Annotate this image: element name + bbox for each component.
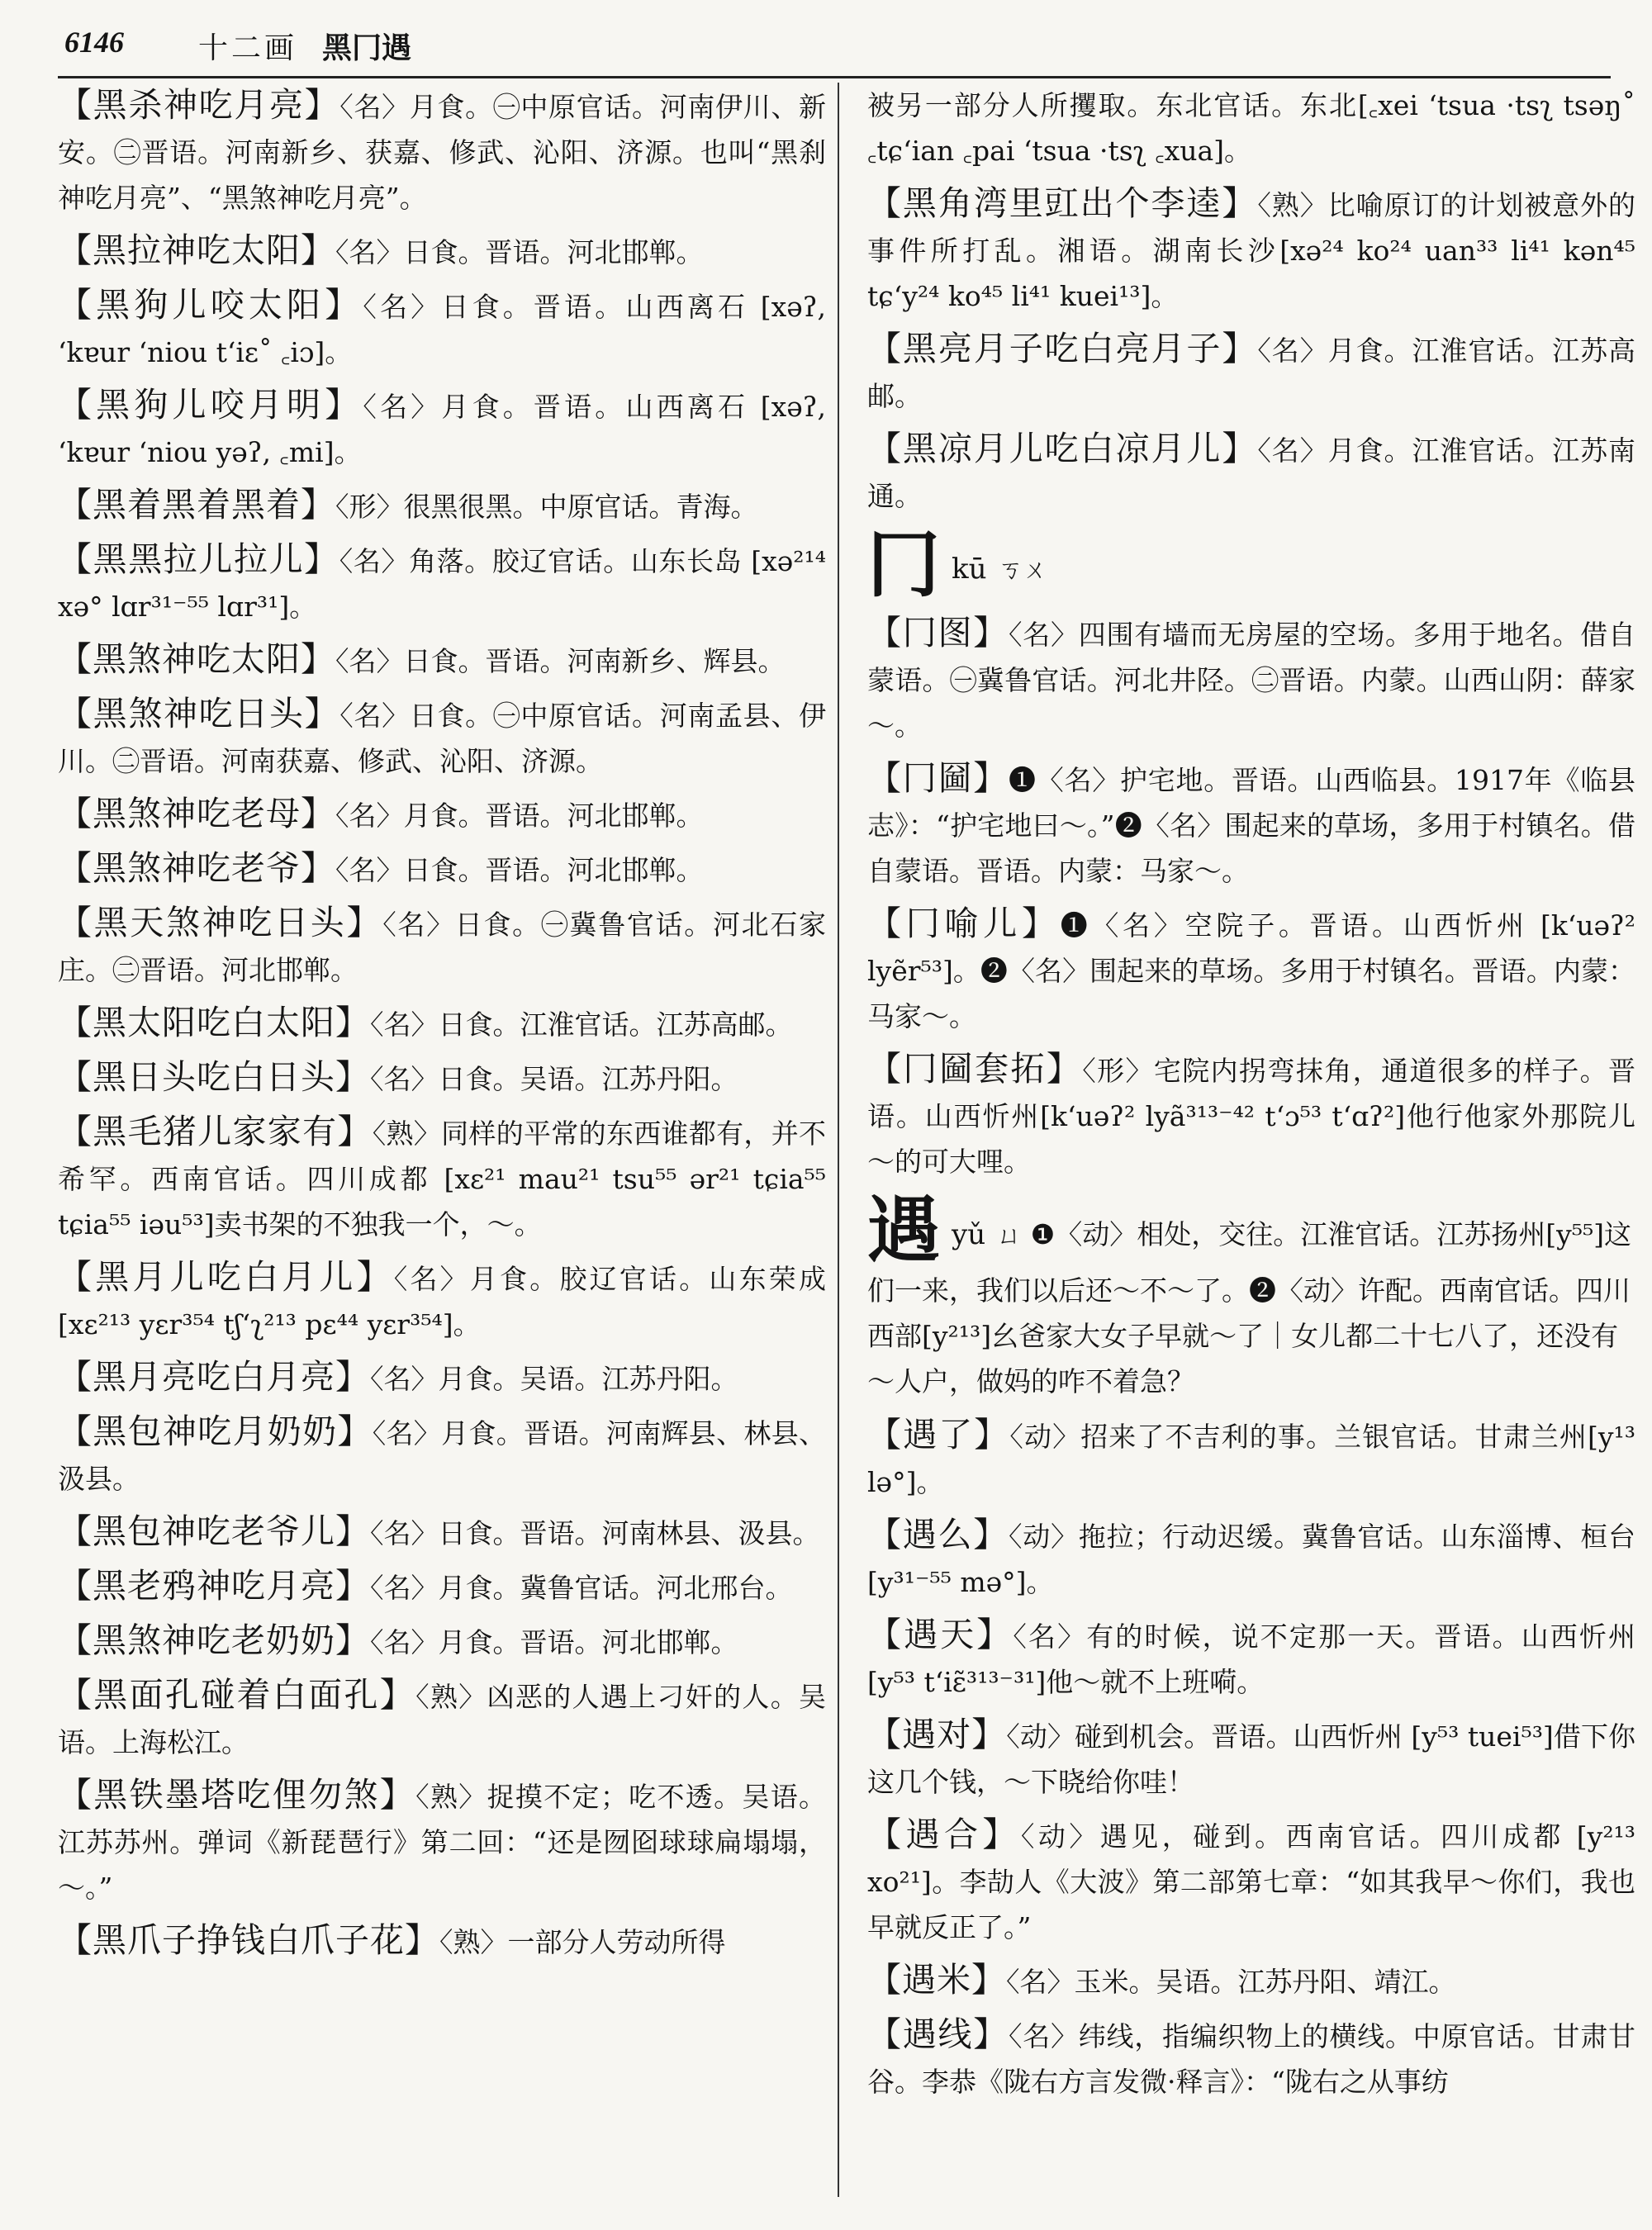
entry-headword: 【遇天】	[867, 1615, 1014, 1654]
entry-definition: 〈名〉月食。吴语。江苏丹阳。	[370, 1363, 738, 1395]
dictionary-entry	[58, 482, 826, 529]
entry-headword: 【黑铁墨塔吃俚勿煞】	[58, 1775, 416, 1815]
entry-headword: 【黑包神吃月奶奶】	[58, 1412, 373, 1451]
entry-definition: 〈形〉宅院内拐弯抹角，通道很多的样子。晋语。山西忻州[kʻuəʔ² lyã³¹³⁻⁴² tʻɔ⁵³ tʻɑʔ²]他行他家外那院儿～的可大哩。	[867, 1055, 1636, 1178]
column-divider	[838, 83, 839, 2197]
dictionary-entry	[867, 1712, 1635, 1805]
dictionary-entry	[867, 426, 1635, 519]
entry-definition: 〈名〉月食。晋语。河南辉县、林县、汲县。	[58, 1417, 827, 1495]
zhuyin: ㄎㄨ	[998, 556, 1048, 585]
entry-definition: 〈名〉月食。江淮官话。江苏高邮。	[867, 334, 1635, 412]
running-headwords: 黑冂遇	[322, 31, 412, 65]
entry-headword: 【黑着黑着黑着】	[58, 485, 335, 524]
dictionary-entry	[867, 83, 1635, 173]
entry-definition: 〈名〉日食。晋语。山西离石 [xəʔ, ʻkɐur ʻniou tʻiɛ˚ ꜀iɔ]。	[58, 291, 827, 368]
entry-headword: 【遇了】	[867, 1415, 1010, 1454]
dictionary-entry	[58, 791, 826, 838]
dictionary-entry	[58, 1109, 826, 1247]
dictionary-entry	[58, 1918, 826, 1965]
entry-definition: 〈名〉日食。晋语。河北邯郸。	[335, 236, 704, 268]
entry-definition: 被另一部分人所攫取。东北官话。东北[꜀xei ʻtsua ·tsʅ tsəŋ˚ ꜀tɕʻian ꜀pai ʻtsua ·tsʅ ꜀xua]。	[867, 89, 1635, 167]
entry-definition: 〈名〉月食。晋语。河北邯郸。	[335, 799, 704, 832]
entry-headword: 【黑亮月子吃白亮月子】	[867, 329, 1258, 368]
entry-definition: 〈名〉月食。胶辽官话。山东荣成[xɛ²¹³ yɛr³⁵⁴ tʃʻʅ²¹³ pɛ⁴⁴ yɛr³⁵⁴]。	[58, 1263, 827, 1340]
dictionary-entry	[58, 846, 826, 893]
dictionary-entry	[58, 1000, 826, 1047]
dictionary-entry	[867, 326, 1635, 419]
entry-definition: 〈名〉日食。晋语。河南林县、汲县。	[370, 1517, 820, 1549]
entry-definition: 〈熟〉凶恶的人遇上刁奸的人。吴语。上海松江。	[58, 1681, 826, 1758]
entry-definition: 〈名〉月食。㊀中原官话。河南伊川、新安。㊁晋语。河南新乡、获嘉、修武、沁阳、济源。也叫“黑刹神吃月亮”、“黑煞神吃月亮”。	[58, 91, 827, 214]
entry-definition: 〈名〉日食。㊀中原官话。河南孟县、伊川。㊁晋语。河南获嘉、修武、沁阳、济源。	[58, 700, 827, 777]
entry-definition: 〈名〉日食。晋语。河北邯郸。	[335, 854, 704, 886]
stroke-section: 十二画	[198, 31, 298, 65]
dictionary-entry	[867, 610, 1635, 748]
entry-headword: 【黑煞神吃太阳】	[58, 639, 335, 679]
entry-headword: 【冂圙套拓】	[867, 1049, 1083, 1089]
entry-definition: 〈熟〉同样的平常的东西谁都有，并不希罕。西南官话。四川成都 [xɛ²¹ mau²¹ tsu⁵⁵ ər²¹ tɕia⁵⁵ tɕia⁵⁵ iəu⁵³]卖书架的不独我一个，～。	[58, 1117, 827, 1241]
entry-definition: 〈动〉招来了不吉利的事。兰银官话。甘肃兰州[y¹³ lə°]。	[867, 1421, 1635, 1498]
page-header	[58, 18, 1611, 78]
entry-definition: 〈名〉月食。江淮官话。江苏南通。	[867, 434, 1635, 512]
dictionary-entry	[58, 1772, 826, 1910]
entry-definition: 〈熟〉一部分人劳动所得	[439, 1926, 726, 1958]
entry-headword: 【黑煞神吃老奶奶】	[58, 1620, 370, 1660]
pinyin: yǔ	[952, 1218, 986, 1251]
entry-headword: 【黑黑拉儿拉儿】	[58, 539, 339, 579]
entry-headword: 【遇米】	[867, 1960, 1006, 2000]
entry-headword: 【黑毛猪儿家家有】	[58, 1112, 373, 1151]
entry-headword: 【黑月儿吃白月儿】	[58, 1257, 394, 1297]
entry-definition: 〈名〉有的时候，说不定那一天。晋语。山西忻州[y⁵³ tʻiɛ̃³¹³⁻³¹]他～就不上班嗬。	[867, 1620, 1636, 1698]
entry-headword: 【黑凉月儿吃白凉月儿】	[867, 429, 1258, 468]
dictionary-entry	[58, 382, 826, 475]
entry-headword: 【遇对】	[867, 1715, 1007, 1754]
dictionary-entry	[867, 181, 1635, 319]
entry-headword: 【冂圙】	[867, 758, 1009, 798]
entry-headword: 【遇么】	[867, 1515, 1009, 1554]
dictionary-entry	[58, 900, 826, 993]
entry-headword: 【黑日头吃白日头】	[58, 1057, 370, 1097]
dictionary-entry	[867, 1612, 1635, 1705]
entry-headword: 【黑天煞神吃日头】	[58, 903, 383, 942]
dictionary-entry	[58, 83, 826, 221]
entry-definition: 〈动〉碰到机会。晋语。山西忻州 [y⁵³ tuei⁵³]借下你这几个钱，～下晓给你哇！	[867, 1720, 1636, 1798]
entry-definition: 〈名〉月食。晋语。山西离石 [xəʔ, ʻkɐur ʻniou yəʔ, ꜀mi]。	[58, 391, 827, 468]
dictionary-entry	[58, 1672, 826, 1765]
entry-headword: 【黑面孔碰着白面孔】	[58, 1675, 416, 1715]
entry-definition: 〈名〉角落。胶辽官话。山东长岛 [xə²¹⁴ xə° lɑr³¹⁻⁵⁵ lɑr³¹]。	[58, 545, 826, 623]
entry-definition: 〈名〉日食。㊀冀鲁官话。河北石家庄。㊁晋语。河北邯郸。	[58, 909, 826, 986]
left-column	[58, 83, 826, 1972]
entry-headword: 【冂图】	[867, 613, 1009, 652]
entry-headword: 【黑角湾里豇出个李逵】	[867, 183, 1258, 223]
dictionary-entry	[58, 1618, 826, 1665]
dictionary-entry	[58, 1055, 826, 1102]
entry-headword: 【遇合】	[867, 1815, 1021, 1854]
entry-definition: ❶〈名〉空院子。晋语。山西忻州 [kʻuəʔ² lyẽr⁵³]。❷〈名〉围起来的草场。多用于村镇名。晋语。内蒙：马家～。	[867, 909, 1636, 1032]
head-character: 遇	[867, 1187, 941, 1273]
entry-headword: 【遇线】	[867, 2014, 1009, 2054]
entry-headword: 【黑太阳吃白太阳】	[58, 1003, 370, 1042]
pinyin: kū	[952, 553, 987, 586]
entry-headword: 【黑爪子挣钱白爪子花】	[58, 1920, 439, 1960]
entry-definition: 〈名〉月食。晋语。河北邯郸。	[370, 1626, 738, 1658]
dictionary-entry	[867, 1812, 1635, 1950]
entry-headword: 【黑老鸦神吃月亮】	[58, 1566, 370, 1606]
entry-headword: 【黑拉神吃太阳】	[58, 230, 335, 270]
right-column	[867, 83, 1635, 2112]
dictionary-entry	[58, 1255, 826, 1347]
page-number: 6146	[64, 26, 124, 59]
entry-headword: 【黑月亮吃白月亮】	[58, 1357, 370, 1397]
entry-headword: 【黑煞神吃老母】	[58, 794, 335, 833]
dictionary-entry	[58, 282, 826, 375]
dictionary-entry	[58, 228, 826, 275]
dictionary-entry	[867, 2012, 1635, 2104]
entry-definition: 〈名〉日食。吴语。江苏丹阳。	[370, 1063, 738, 1095]
dictionary-entry	[867, 1046, 1635, 1184]
dictionary-entry	[58, 537, 826, 629]
dictionary-entry	[58, 1509, 826, 1556]
entry-definition: ❶〈名〉护宅地。晋语。山西临县。1917年《临县志》：“护宅地曰～。”❷〈名〉围起来的草场，多用于村镇名。借自蒙语。晋语。内蒙：马家～。	[867, 764, 1636, 887]
entry-definition: 〈熟〉比喻原订的计划被意外的事件所打乱。湘语。湖南长沙[xə²⁴ ko²⁴ uan³³ li⁴¹ kən⁴⁵ tɕʻy²⁴ ko⁴⁵ li⁴¹ kuei¹³]。	[867, 189, 1635, 312]
dictionary-entry	[58, 691, 826, 784]
entry-headword: 【黑狗儿咬月明】	[58, 385, 363, 425]
entry-definition: 〈名〉日食。晋语。河南新乡、辉县。	[335, 645, 786, 677]
entry-headword: 【黑杀神吃月亮】	[58, 85, 340, 125]
entry-headword: 【黑煞神吃老爷】	[58, 848, 335, 888]
entry-headword: 【黑煞神吃日头】	[58, 694, 340, 733]
zhuyin: ㄩ	[997, 1222, 1023, 1250]
dictionary-entry	[58, 1355, 826, 1402]
entry-headword: 【黑狗儿咬太阳】	[58, 285, 363, 325]
entry-definition: 〈动〉遇见，碰到。西南官话。四川成都 [y²¹³ xo²¹]。李劼人《大波》第二部第七章：“如其我早～你们，我也早就反正了。”	[867, 1820, 1636, 1943]
head-character: 冂	[867, 521, 941, 607]
dictionary-entry	[867, 1512, 1635, 1605]
entry-definition: 〈名〉月食。冀鲁官话。河北邢台。	[370, 1572, 793, 1604]
entry-definition: ❶〈动〉相处，交往。江淮官话。江苏扬州[y⁵⁵]这们一来，我们以后还～不～了。❷〈动〉许配。西南官话。四川西部[y²¹³]幺爸家大女子早就～了｜女儿都二十七八了，还没有～人户，做妈的咋不着急？	[867, 1218, 1632, 1397]
dictionary-entry	[58, 1563, 826, 1611]
dictionary-entry	[867, 901, 1635, 1039]
entry-definition: 〈名〉纬线，指编织物上的横线。中原官话。甘肃甘谷。李恭《陇右方言发微·释言》：“陇右之从事纺	[867, 2020, 1635, 2098]
dictionary-entry	[867, 756, 1635, 894]
entry-headword: 【冂喻儿】	[867, 904, 1061, 943]
head-character-entry	[867, 1187, 1635, 1404]
dictionary-entry	[867, 1412, 1635, 1505]
dictionary-entry	[58, 637, 826, 684]
entry-definition: 〈名〉日食。江淮官话。江苏高邮。	[370, 1008, 793, 1041]
entry-definition: 〈熟〉捉摸不定；吃不透。吴语。江苏苏州。弹词《新琵琶行》第二回：“还是囫囵球球扁塌塌，～。”	[58, 1781, 826, 1904]
dictionary-entry	[58, 1409, 826, 1502]
entry-definition: 〈名〉玉米。吴语。江苏丹阳、靖江。	[1006, 1966, 1456, 1998]
dictionary-entry	[867, 1957, 1635, 2005]
entry-definition: 〈动〉拖拉；行动迟缓。冀鲁官话。山东淄博、桓台[y³¹⁻⁵⁵ mə°]。	[867, 1521, 1635, 1598]
head-character-entry	[867, 521, 1635, 607]
entry-definition: 〈形〉很黑很黑。中原官话。青海。	[335, 491, 758, 523]
entry-definition: 〈名〉四围有墙而无房屋的空场。多用于地名。借自蒙语。㊀冀鲁官话。河北井陉。㊁晋语。内蒙。山西山阴：薛家～。	[867, 619, 1635, 742]
entry-headword: 【黑包神吃老爷儿】	[58, 1511, 370, 1551]
